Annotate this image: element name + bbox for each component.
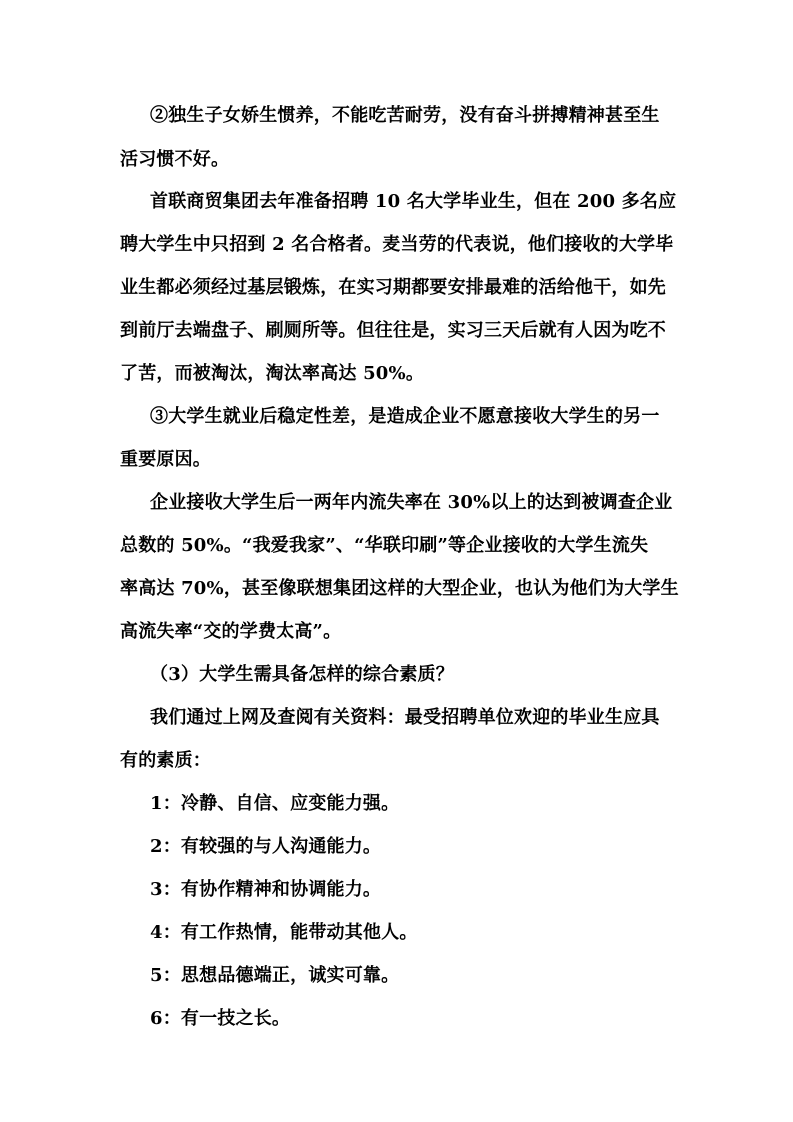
paragraph-line-12: 率高达 70%，甚至像联想集团这样的大型企业，也认为他们为大学生: [120, 578, 679, 599]
paragraph-line-2: 活习惯不好。: [120, 149, 230, 170]
paragraph-line-10: 企业接收大学生后一两年内流失率在 30%以上的达到被调查企业: [150, 492, 673, 513]
paragraph-line-11: 总数的 50%。“我爱我家”、“华联印刷”等企业接收的大学生流失: [120, 535, 649, 556]
paragraph-line-13: 高流失率“交的学费太高”。: [120, 621, 342, 642]
list-item-1: 1：冷静、自信、应变能力强。: [150, 793, 400, 814]
paragraph-line-1: ②独生子女娇生惯养，不能吃苦耐劳，没有奋斗拼搏精神甚至生: [150, 105, 660, 126]
paragraph-line-4: 聘大学生中只招到 2 名合格者。麦当劳的代表说，他们接收的大学毕: [120, 234, 674, 255]
section-heading: （3）大学生需具备怎样的综合素质？: [150, 664, 454, 685]
list-item-6: 6：有一技之长。: [150, 1008, 291, 1029]
list-item-5: 5：思想品德端正，诚实可靠。: [150, 965, 400, 986]
paragraph-line-6: 到前厅去端盘子、刷厕所等。但往往是，实习三天后就有人因为吃不: [120, 320, 666, 341]
paragraph-line-16: 有的素质：: [120, 750, 211, 771]
paragraph-line-3: 首联商贸集团去年准备招聘 10 名大学毕业生，但在 200 多名应: [150, 191, 677, 212]
paragraph-line-5: 业生都必须经过基层锻炼，在实习期都要安排最难的活给他干，如先: [120, 277, 666, 298]
list-item-2: 2：有较强的与人沟通能力。: [150, 836, 382, 857]
paragraph-line-9: 重要原因。: [120, 449, 211, 470]
paragraph-line-7: 了苦，而被淘汰，淘汰率高达 50%。: [120, 363, 425, 384]
paragraph-line-8: ③大学生就业后稳定性差，是造成企业不愿意接收大学生的另一: [150, 406, 660, 427]
paragraph-line-15: 我们通过上网及查阅有关资料：最受招聘单位欢迎的毕业生应具: [150, 707, 660, 728]
list-item-3: 3：有协作精神和协调能力。: [150, 879, 382, 900]
list-item-4: 4：有工作热情，能带动其他人。: [150, 922, 418, 943]
